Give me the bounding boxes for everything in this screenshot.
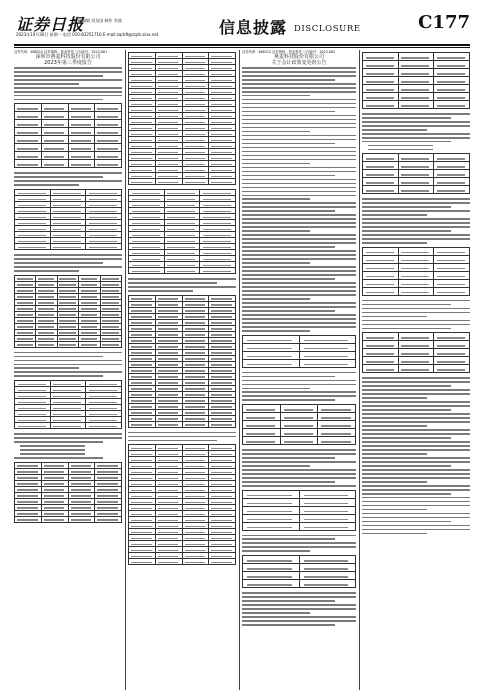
text-block <box>242 592 356 625</box>
editor-line: 责任编辑 刘龙国 制作 李波 <box>74 18 122 23</box>
text-block <box>128 278 236 292</box>
article-subtitle: 关于会计政策变更的公告 <box>271 60 327 66</box>
text-block <box>14 254 122 272</box>
text-block <box>14 433 122 459</box>
text-block <box>242 449 356 486</box>
financial-table <box>362 332 470 373</box>
newspaper-logo: 证券日报 <box>16 15 85 34</box>
financial-table <box>128 189 236 274</box>
text-block <box>242 67 356 332</box>
financial-table <box>128 444 236 565</box>
text-block <box>242 372 356 401</box>
financial-table <box>362 153 470 194</box>
text-block <box>242 535 356 553</box>
page-number: C177 <box>418 12 470 33</box>
masthead-rule-thin <box>14 47 470 48</box>
article-title: 燕麦科技股份有限公司 <box>273 54 324 60</box>
financial-table <box>362 52 470 109</box>
text-block <box>14 352 122 378</box>
section-title: 信息披露 <box>219 18 288 37</box>
column-divider <box>239 50 240 690</box>
dateline: 2023年10月30日 星期一 电话 010-83251716 E-mail:zqrb9@zqrb.sina.net <box>16 32 159 37</box>
column-4 <box>362 50 470 690</box>
article-meta: 证券代码：688312 证券简称：燕麦科技 公告编号：2023-062 <box>242 50 336 54</box>
text-block <box>362 113 470 150</box>
column-2 <box>128 50 236 690</box>
text-block <box>14 172 122 186</box>
column-divider <box>125 50 126 690</box>
column-1 <box>14 50 122 690</box>
financial-table <box>14 275 122 348</box>
financial-table <box>128 295 236 428</box>
financial-table <box>242 335 356 368</box>
text-block <box>362 300 470 329</box>
financial-table <box>14 462 122 523</box>
masthead <box>14 12 470 46</box>
financial-table <box>242 490 356 531</box>
text-block <box>128 432 236 442</box>
financial-table <box>14 103 122 168</box>
column-3 <box>242 50 356 690</box>
article-meta: 证券代码：688312 证券简称：燕麦科技 公告编号：2023-061 <box>14 50 108 54</box>
financial-table <box>242 555 356 588</box>
article-title: 深圳市燕麦科技股份有限公司 <box>35 54 101 60</box>
financial-table <box>362 247 470 296</box>
column-divider <box>359 50 360 690</box>
financial-table <box>14 380 122 429</box>
financial-table <box>128 52 236 185</box>
text-block <box>362 198 470 243</box>
financial-table <box>242 404 356 445</box>
article-subtitle: 2023年第三季度报告 <box>44 60 92 66</box>
section-title-english: DISCLOSURE <box>294 24 361 34</box>
financial-table <box>14 189 122 250</box>
masthead-rule <box>14 44 470 46</box>
text-block <box>362 377 470 534</box>
text-block <box>14 67 122 100</box>
